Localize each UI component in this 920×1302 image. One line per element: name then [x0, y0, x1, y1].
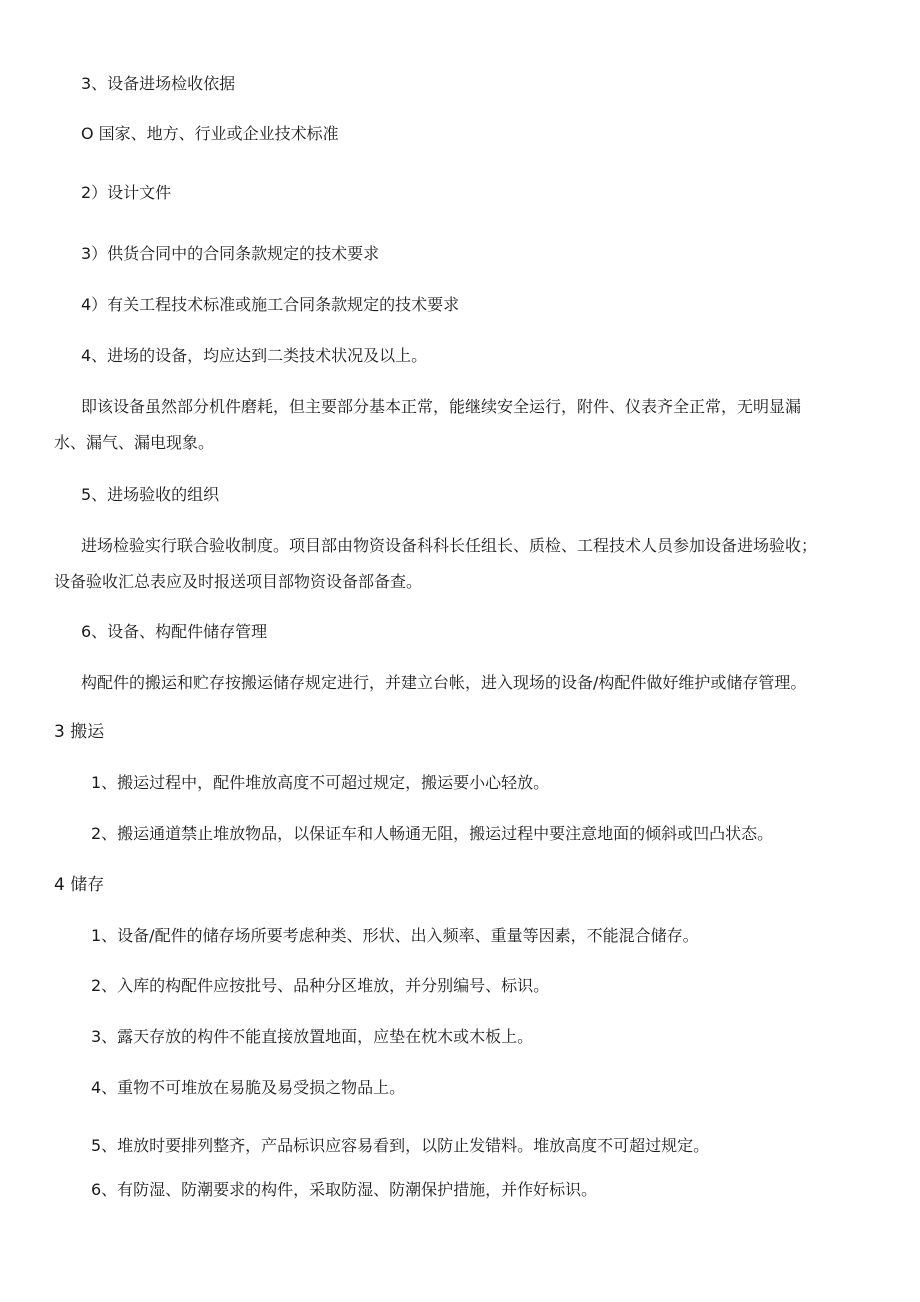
list-item: 4）有关工程技术标准或施工合同条款规定的技术要求 — [81, 295, 460, 314]
section-6-title: 6、设备、构配件储存管理 — [81, 622, 268, 641]
paragraph-line: 进场检验实行联合验收制度。项目部由物资设备科科长任组长、质检、工程技术人员参加设备进场验收； — [81, 536, 818, 555]
list-item: 2）设计文件 — [81, 183, 172, 202]
paragraph-line: 设备验收汇总表应及时报送项目部物资设备部备查。 — [54, 572, 423, 591]
list-item: 6、有防湿、防潮要求的构件，采取防湿、防潮保护措施，并作好标识。 — [91, 1180, 598, 1199]
section-3-title: 3、设备进场检收依据 — [81, 74, 236, 93]
heading-transport: 3 搬运 — [54, 722, 105, 742]
list-item: 5、堆放时要排列整齐，产品标识应容易看到，以防止发错料。堆放高度不可超过规定。 — [91, 1136, 710, 1155]
section-4-title: 4、进场的设备，均应达到二类技术状况及以上。 — [81, 346, 428, 365]
list-item: 3、露天存放的构件不能直接放置地面，应垫在枕木或木板上。 — [91, 1027, 534, 1046]
section-5-title: 5、进场验收的组织 — [81, 485, 220, 504]
list-item: 2、搬运通道禁止堆放物品，以保证车和人畅通无阻，搬运过程中要注意地面的倾斜或凹凸状态。 — [91, 824, 774, 843]
list-item: O 国家、地方、行业或企业技术标准 — [81, 124, 339, 143]
list-item: 2、入库的构配件应按批号、品种分区堆放，并分别编号、标识。 — [91, 976, 550, 995]
list-item: 1、设备/配件的储存场所要考虑种类、形状、出入频率、重量等因素，不能混合储存。 — [91, 926, 699, 945]
list-item: 4、重物不可堆放在易脆及易受损之物品上。 — [91, 1078, 406, 1097]
paragraph-line: 水、漏气、漏电现象。 — [54, 433, 215, 452]
heading-storage: 4 储存 — [54, 875, 105, 895]
list-item: 1、搬运过程中，配件堆放高度不可超过规定，搬运要小心轻放。 — [91, 773, 550, 792]
list-item: 3）供货合同中的合同条款规定的技术要求 — [81, 244, 380, 263]
paragraph-line: 即该设备虽然部分机件磨耗，但主要部分基本正常，能继续安全运行，附件、仪表齐全正常，无明显漏 — [81, 397, 802, 416]
paragraph-line: 构配件的搬运和贮存按搬运储存规定进行，并建立台帐，进入现场的设备/构配件做好维护或储存管理。 — [81, 673, 807, 692]
